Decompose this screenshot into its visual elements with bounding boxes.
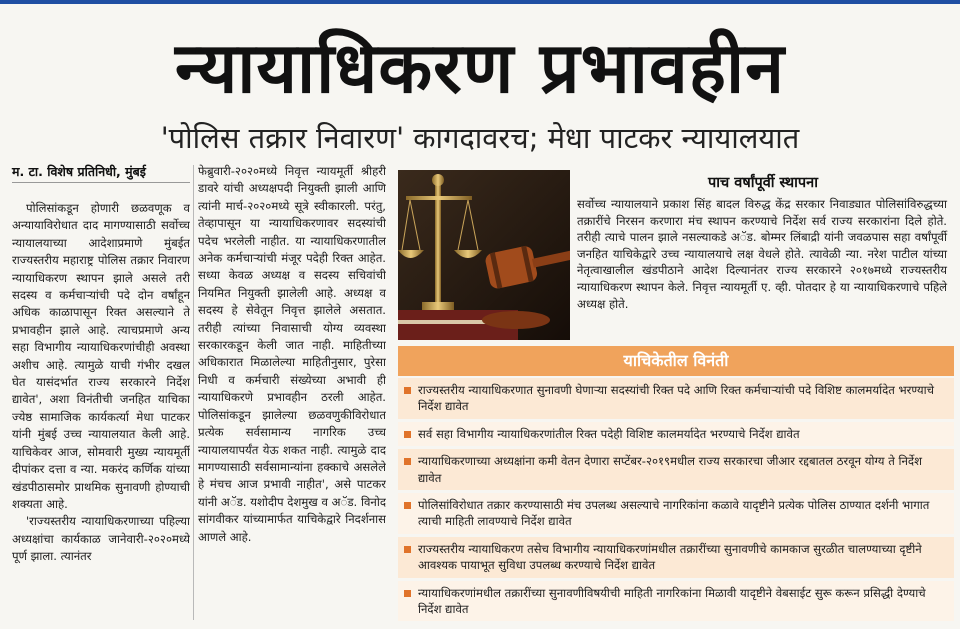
square-bullet-icon (404, 546, 411, 553)
subheadline: 'पोलिस तक्रार निवारण' कागदावरच; मेधा पाटकर न्यायालयात (160, 121, 800, 155)
info-box-text: सर्वोच्च न्यायालयाने प्रकाश सिंह बादल विरुद्ध केंद्र सरकार निवाड्यात पोलिसांविरुद्धच्या तक्रारींचे निरसन करणारा मंच स्थापन करण्याचे निर्देश सर्व राज्य सरकारांना दिले होते. तरीही त्याचे पालन झाले नसल्याकडे अॅड. बोम्मर लिंबाद्री यांनी जवळपास सहा वर्षांपूर्वी जनहित याचिकेद्वारे उच्च न्यायालयाचे लक्ष वेधले होते. त्यावेळी न्या. नरेश पाटील यांच्या नेतृत्वाखालील खंडपीठाने आदेश दिल्यानंतर राज्य सरकारने २०१७मध्ये राज्यस्तरीय न्यायाधिकरण स्थापन केले. निवृत्त न्यायमूर्ती ए. व्ही. पोतदार हे या न्यायाधिकरणाचे पहिले अध्यक्ष होते. (577, 197, 947, 311)
headline: न्यायाधिकरण प्रभावहीन (175, 27, 785, 109)
petition-heading: याचिकेतील विनंती (398, 346, 954, 376)
square-bullet-icon (404, 431, 411, 438)
list-item (398, 378, 954, 419)
square-bullet-icon (404, 590, 411, 597)
list-item-text: न्यायाधिकरणांमधील तक्रारींच्या सुनावणीविषयीची माहिती नागरिकांना मिळावी यादृष्टीने वेबसाईट सुरू करून प्रसिद्धी देण्याचे निर्देश द्यावेत (418, 585, 926, 617)
column1-paragraph-1: पोलिसांकडून होणारी छळवणूक व अन्यायाविरोधात दाद मागण्यासाठी सर्वोच्च न्यायालयाच्या आदेशाप्रमाणे मुंबईत राज्यस्तरीय महाराष्ट्र पोलिस तक्रार निवारण न्यायाधिकरण स्थापन झाले असले तरी सदस्य व कर्मचाऱ्यांची पदे दोन वर्षांहून अधिक काळापासून रिक्त असल्याने ते प्रभावहीन झाले आहे. त्याचप्रमाणे अन्य सहा विभागीय न्यायाधिकरणांचीही अवस्था अशीच आहे. त्यामुळे याची गंभीर दखल घेत यासंदर्भात राज्य सरकारने निर्देश द्यावेत', अशा विनंतीची जनहित याचिका ज्येष्ठ सामाजिक कार्यकर्त्या मेधा पाटकर यांनी मुंबई उच्च न्यायालयात केली आहे. याचिकेवर आज, सोमवारी मुख्य न्यायमूर्ती दीपांकर दत्ता व न्या. मकरंद कर्णिक यांच्या खंडपीठासमोर प्राथमिक सुनावणी होण्याची शक्यता आहे. (12, 201, 190, 511)
article-column-2 (198, 163, 386, 623)
column1-paragraph-2: 'राज्यस्तरीय न्यायाधिकरणाच्या पहिल्या अध्यक्षांचा कार्यकाळ जानेवारी-२०२०मध्ये पूर्ण झाला. त्यानंतर (12, 514, 190, 564)
list-item-text: राज्यस्तरीय न्यायाधिकरणात सुनावणी घेणाऱ्या सदस्यांची रिक्त पदे आणि रिक्त कर्मचाऱ्यांची पदे विशिष्ट कालमर्यादेत भरण्याचे निर्देश द्यावेत (418, 383, 935, 414)
top-color-bar (0, 0, 960, 4)
column2-paragraph-1: फेब्रुवारी-२०२०मध्ये निवृत्त न्यायमूर्ती श्रीहरी डावरे यांची अध्यक्षपदी नियुक्ती झाली आणि त्यांनी मार्च-२०२०मध्ये सूत्रे स्वीकारली. परंतु, तेव्हापासून या न्यायाधिकरणावर सदस्यांची पदेच भरलेली नाहीत. या न्यायाधिकरणातील अनेक कर्मचाऱ्यांची मंजूर पदेही रिक्त आहेत. सध्या केवळ अध्यक्ष व सदस्य सचिवांची नियमित नियुक्ती झालेली आहे. अध्यक्ष व सदस्य हे सेवेतून निवृत्त झालेले असतात. तरीही त्यांच्या निवासाची योग्य व्यवस्था सरकारकडून केली जात नाही. माहितीच्या अधिकारात मिळालेल्या माहितीनुसार, पुरेसा निधी व कर्मचारी संख्येच्या अभावी ही न्यायाधिकरणे प्रभावहीन ठरली आहेत. पोलिसांकडून झालेल्या छळवणुकीविरोधात प्रत्येक सर्वसामान्य नागरिक उच्च न्यायालयापर्यंत येऊ शकत नाही. त्यामुळे दाद मागण्यासाठी सर्वसामान्यांना हक्काचे असलेले हे मंचच आज प्रभावी नाहीत', असे पाटकर यांनी अॅड. यशोदीप देशमुख व अॅड. विनोद सांगवीकर यांच्यामार्फत याचिकेद्वारे निदर्शनास आणले आहे. (198, 164, 386, 544)
column-divider (193, 165, 194, 620)
list-item (398, 537, 954, 578)
byline: म. टा. विशेष प्रतिनिधी, मुंबई (12, 164, 146, 179)
petition-request-list (398, 378, 954, 624)
list-item (398, 422, 954, 446)
list-item (398, 581, 954, 622)
justice-scales-gavel-photo (398, 170, 570, 340)
list-item-text: सर्व सहा विभागीय न्यायाधिकरणांतील रिक्त पदेही विशिष्ट कालमर्यादेत भरण्याचे निर्देश द्यावेत (418, 426, 800, 441)
square-bullet-icon (404, 458, 411, 465)
list-item (398, 493, 954, 534)
info-box-title: पाच वर्षांपूर्वी स्थापना (708, 175, 818, 191)
scales-gavel-icon (398, 170, 570, 340)
list-item (398, 449, 954, 490)
list-item-text: राज्यस्तरीय न्यायाधिकरण तसेच विभागीय न्यायाधिकरणांमधील तक्रारींच्या सुनावणीचे कामकाज सुरळीत चालण्याच्या दृष्टीने आवश्यक पायाभूत सुविधा उपलब्ध करण्याचे निर्देश द्यावेत (418, 541, 922, 573)
list-item-text: पोलिसांविरोधात तक्रार करण्यासाठी मंच उपलब्ध असल्याचे नागरिकांना कळावे यादृष्टीने प्रत्येक पोलिस ठाण्यात दर्शनी भागात त्याची माहिती लावण्याचे निर्देश द्यावेत (418, 498, 930, 529)
square-bullet-icon (404, 387, 411, 394)
article-column-1 (12, 200, 190, 620)
list-item-text: न्यायाधिकरणाच्या अध्यक्षांना कमी वेतन देणारा सप्टेंबर-२०१९मधील राज्य सरकारचा जीआर रद्दबातल ठरवून योग्य ते निर्देश द्यावेत (418, 454, 922, 485)
square-bullet-icon (404, 502, 411, 509)
byline-divider (12, 182, 190, 183)
info-box (573, 172, 953, 342)
